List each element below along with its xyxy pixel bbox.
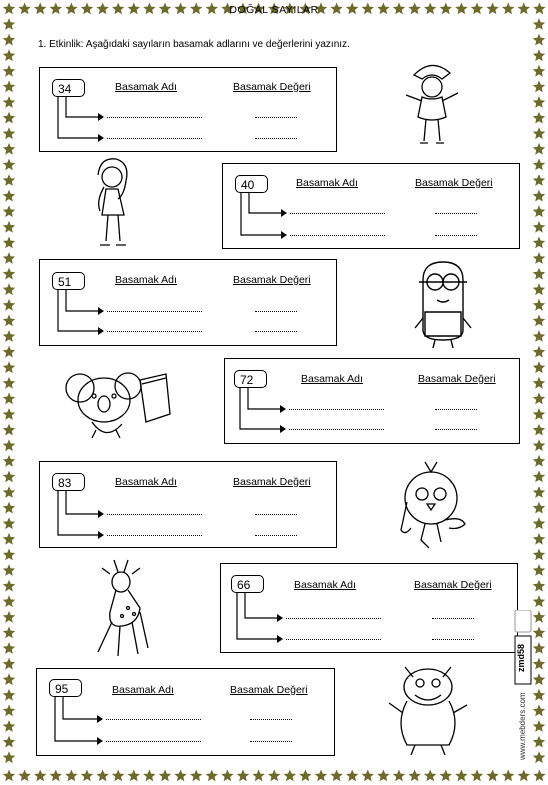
border-star [533,393,545,405]
border-star [533,283,545,295]
border-star [533,65,545,77]
answer-line-name-2[interactable] [107,138,202,139]
answer-line-name-2[interactable] [286,639,381,640]
answer-line-value-2[interactable] [435,235,477,236]
border-star [3,283,15,295]
number-box: 66 [231,575,264,593]
answer-line-name-1[interactable] [290,213,385,214]
border-star [533,377,545,389]
exercise-box-6 [220,563,518,653]
border-star [533,205,545,217]
border-star [533,112,545,124]
border-star [34,770,46,782]
answer-line-value-1[interactable] [432,618,474,619]
border-star [65,770,77,782]
girl-illustration [90,155,135,253]
border-star [3,642,15,654]
border-star [502,770,514,782]
basamak-adi-header: Basamak Adı [115,274,177,286]
border-star [3,49,15,61]
border-star [3,439,15,451]
border-star [3,720,15,732]
answer-line-name-1[interactable] [107,311,202,312]
border-star [533,751,545,763]
border-star [3,237,15,249]
answer-line-value-1[interactable] [250,719,292,720]
border-star [471,770,483,782]
koala-with-notepad-illustration [62,366,172,446]
border-star [3,549,15,561]
border-star [3,751,15,763]
basamak-adi-header: Basamak Adı [112,684,174,696]
border-star [3,127,15,139]
border-star [533,190,545,202]
answer-line-name-1[interactable] [289,409,384,410]
border-star [3,689,15,701]
border-star [252,770,264,782]
exercise-box-4 [224,358,520,444]
answer-line-name-2[interactable] [106,741,201,742]
border-star [3,143,15,155]
page-title: DOĞAL SAYILAR [229,4,319,16]
border-star [3,377,15,389]
border-star [3,330,15,342]
border-star [533,736,545,748]
border-star [268,770,280,782]
answer-line-value-2[interactable] [255,535,297,536]
border-star [533,642,545,654]
basamak-degeri-header: Basamak Değeri [418,373,496,385]
border-star [3,252,15,264]
border-star [3,471,15,483]
border-star [533,770,545,782]
basamak-degeri-header: Basamak Değeri [233,476,311,488]
answer-line-name-2[interactable] [290,235,385,236]
border-star [3,673,15,685]
border-star [533,221,545,233]
border-star [3,65,15,77]
border-star [533,595,545,607]
exercise-box-2 [222,163,520,249]
number-box: 72 [234,370,267,388]
border-star [533,346,545,358]
answer-line-name-2[interactable] [289,429,384,430]
border-star [533,315,545,327]
border-star [533,252,545,264]
answer-line-value-1[interactable] [255,311,297,312]
border-star [128,770,140,782]
border-star [3,455,15,467]
number-box: 95 [49,679,82,697]
arrow-lines [225,359,519,443]
border-star [533,361,545,373]
border-star [533,720,545,732]
border-star [533,424,545,436]
border-star [3,705,15,717]
border-star [533,611,545,623]
border-star [3,627,15,639]
border-star [206,770,218,782]
border-star [3,736,15,748]
border-star [533,96,545,108]
answer-line-value-2[interactable] [255,331,297,332]
border-star [533,159,545,171]
basamak-degeri-header: Basamak Değeri [233,274,311,286]
border-star [533,127,545,139]
answer-line-value-2[interactable] [255,138,297,139]
side-url-text: www.mebders.com [518,692,527,760]
border-star [533,174,545,186]
border-star [362,770,374,782]
girl-with-hat-illustration [402,57,462,152]
border-star [455,770,467,782]
border-star [3,361,15,373]
border-star [424,770,436,782]
border-star [284,770,296,782]
basamak-adi-header: Basamak Adı [115,476,177,488]
border-star [3,502,15,514]
border-star [533,627,545,639]
border-star [96,770,108,782]
side-logo-text: zmd58 [516,643,526,672]
border-star [3,81,15,93]
border-star [533,471,545,483]
bird-illustration [395,458,470,556]
number-box: 83 [52,473,85,491]
answer-line-name-2[interactable] [107,331,202,332]
border-star [3,268,15,280]
border-star [3,18,15,30]
exercise-box-3 [39,259,337,346]
exercise-box-5 [39,461,337,548]
border-star [3,346,15,358]
border-star [533,689,545,701]
border-star [533,81,545,93]
border-star [533,549,545,561]
border-star [533,299,545,311]
border-star [533,673,545,685]
answer-line-name-1[interactable] [106,719,201,720]
border-star [221,770,233,782]
number-box: 40 [235,175,268,193]
border-star [3,533,15,545]
border-star [533,533,545,545]
border-star [533,49,545,61]
border-star [393,770,405,782]
border-star [377,770,389,782]
answer-line-value-1[interactable] [435,409,477,410]
border-star [3,517,15,529]
instruction-text: 1. Etkinlik: Aşağıdaki sayıların basamak adlarını ve değerlerini yazınız. [38,39,350,50]
deer-illustration [88,556,158,660]
border-star [3,658,15,670]
border-star [3,205,15,217]
border-star [112,770,124,782]
border-star [533,330,545,342]
border-star [3,112,15,124]
arrow-lines [37,669,334,755]
border-star [81,770,93,782]
answer-line-value-1[interactable] [435,213,477,214]
number-box: 34 [52,79,85,97]
border-star [533,143,545,155]
border-star [440,770,452,782]
basamak-degeri-header: Basamak Değeri [230,684,308,696]
answer-line-name-1[interactable] [286,618,381,619]
basamak-adi-header: Basamak Adı [301,373,363,385]
answer-line-value-2[interactable] [432,639,474,640]
border-star [3,424,15,436]
answer-line-value-2[interactable] [250,741,292,742]
answer-line-name-1[interactable] [107,514,202,515]
border-star [299,770,311,782]
border-star [533,517,545,529]
basamak-degeri-header: Basamak Değeri [415,177,493,189]
border-star [533,408,545,420]
basamak-adi-header: Basamak Adı [296,177,358,189]
answer-line-value-1[interactable] [255,514,297,515]
border-star [3,315,15,327]
border-star [159,770,171,782]
border-star [533,34,545,46]
border-star [533,564,545,576]
border-star [3,408,15,420]
border-star [3,299,15,311]
border-star [3,174,15,186]
border-star [3,34,15,46]
exercise-box-1 [39,67,337,152]
border-star [533,486,545,498]
border-star [3,486,15,498]
border-star [533,455,545,467]
border-star [533,268,545,280]
border-star [3,221,15,233]
border-star [3,595,15,607]
border-star [3,96,15,108]
border-star [174,770,186,782]
basamak-degeri-header: Basamak Değeri [414,579,492,591]
border-star [3,611,15,623]
basamak-degeri-header: Basamak Değeri [233,81,311,93]
border-star [3,770,15,782]
border-star [533,18,545,30]
border-star [533,502,545,514]
border-star [3,564,15,576]
border-star [3,393,15,405]
border-star [533,580,545,592]
border-star [237,770,249,782]
answer-line-value-1[interactable] [255,117,297,118]
number-box: 51 [52,272,85,290]
border-star [518,770,530,782]
border-star [330,770,342,782]
border-star [486,770,498,782]
answer-line-name-2[interactable] [107,535,202,536]
border-star [408,770,420,782]
answer-line-value-2[interactable] [435,429,477,430]
minion-illustration [413,258,473,350]
border-star [3,159,15,171]
border-star [346,770,358,782]
border-star [533,439,545,451]
border-star [533,705,545,717]
border-star [533,658,545,670]
basamak-adi-header: Basamak Adı [294,579,356,591]
border-star [190,770,202,782]
answer-line-name-1[interactable] [107,117,202,118]
border-star [533,237,545,249]
border-star [3,190,15,202]
basamak-adi-header: Basamak Adı [115,81,177,93]
exercise-box-7 [36,668,335,756]
border-star [315,770,327,782]
arrow-lines [40,260,336,345]
border-star [50,770,62,782]
border-star [143,770,155,782]
cartoon-devil-illustration [385,653,470,758]
border-star [18,770,30,782]
border-star [3,580,15,592]
